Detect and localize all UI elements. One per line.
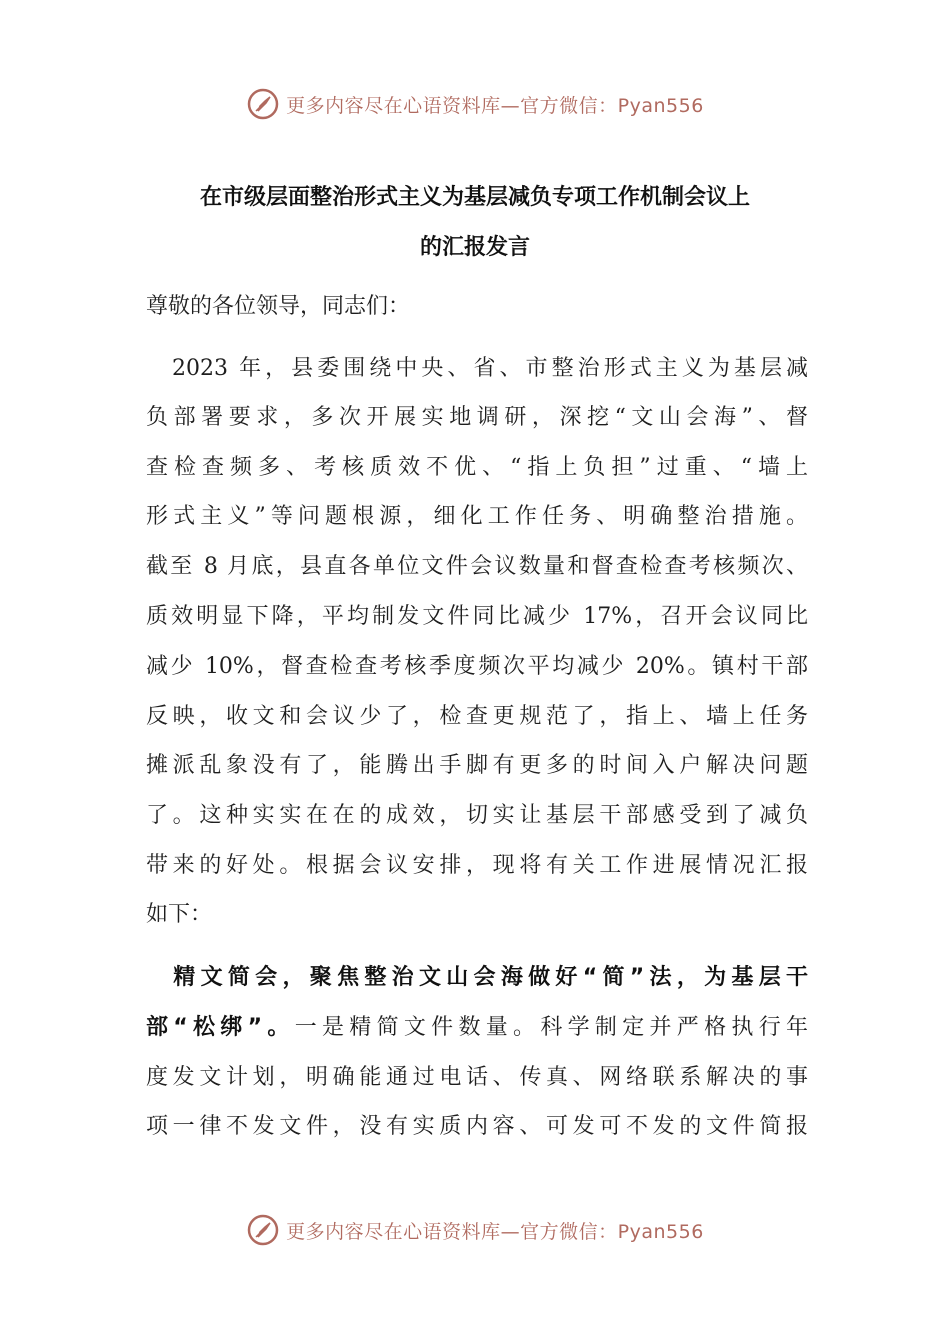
paragraph-1-line: 形式主义”等问题根源，细化工作任务、明确整治措施。 bbox=[146, 504, 808, 529]
quill-logo-icon bbox=[246, 1213, 280, 1247]
paragraph-1-line: 摊派乱象没有了，能腾出手脚有更多的时间入户解决问题 bbox=[146, 753, 808, 778]
paragraph-2-text: 一是精简文件数量。科学制定并严格执行年 bbox=[294, 1015, 808, 1040]
header-watermark bbox=[0, 82, 950, 126]
paragraph-1-line: 2023 年，县委围绕中央、省、市整治形式主义为基层减 bbox=[146, 356, 808, 381]
paragraph-1-line: 减少 10%，督查检查考核季度频次平均减少 20%。镇村干部 bbox=[146, 654, 808, 679]
section-heading-end: 部“松绑”。 bbox=[146, 1015, 295, 1040]
paragraph-1-line: 如下： bbox=[146, 902, 213, 927]
paragraph-2-line: 度发文计划，明确能通过电话、传真、网络联系解决的事 bbox=[146, 1065, 808, 1090]
paragraph-2-line bbox=[146, 963, 808, 993]
footer-watermark bbox=[0, 1208, 950, 1252]
paragraph-1-line: 反映，收文和会议少了，检查更规范了，指上、墙上任务 bbox=[146, 704, 808, 729]
paragraph-2-line bbox=[146, 1013, 808, 1043]
watermark-text: 更多内容尽在心语资料库—官方微信：Pyan556 bbox=[286, 94, 704, 117]
paragraph-1-line: 负部署要求，多次开展实地调研，深挖“文山会海”、督 bbox=[146, 405, 808, 430]
paragraph-1-line: 带来的好处。根据会议安排，现将有关工作进展情况汇报 bbox=[146, 853, 808, 878]
paragraph-1-line: 查检查频多、考核质效不优、“指上负担”过重、“墙上 bbox=[146, 455, 808, 480]
greeting: 尊敬的各位领导，同志们： bbox=[146, 294, 411, 319]
section-heading: 精文简会，聚焦整治文山会海做好“简”法，为基层干 bbox=[146, 965, 808, 990]
paragraph-1-line: 截至 8 月底，县直各单位文件会议数量和督查检查考核频次、 bbox=[146, 554, 808, 579]
quill-logo-icon bbox=[246, 87, 280, 121]
watermark-text: 更多内容尽在心语资料库—官方微信：Pyan556 bbox=[286, 1220, 704, 1243]
document-title-line-2: 的汇报发言 bbox=[419, 235, 530, 260]
document-title-line-1: 在市级层面整治形式主义为基层减负专项工作机制会议上 bbox=[199, 185, 750, 210]
paragraph-1-line: 质效明显下降，平均制发文件同比减少 17%，召开会议同比 bbox=[146, 604, 808, 629]
paragraph-1-line: 了。这种实实在在的成效，切实让基层干部感受到了减负 bbox=[146, 803, 808, 828]
paragraph-2-line: 项一律不发文件，没有实质内容、可发可不发的文件简报 bbox=[146, 1114, 808, 1139]
